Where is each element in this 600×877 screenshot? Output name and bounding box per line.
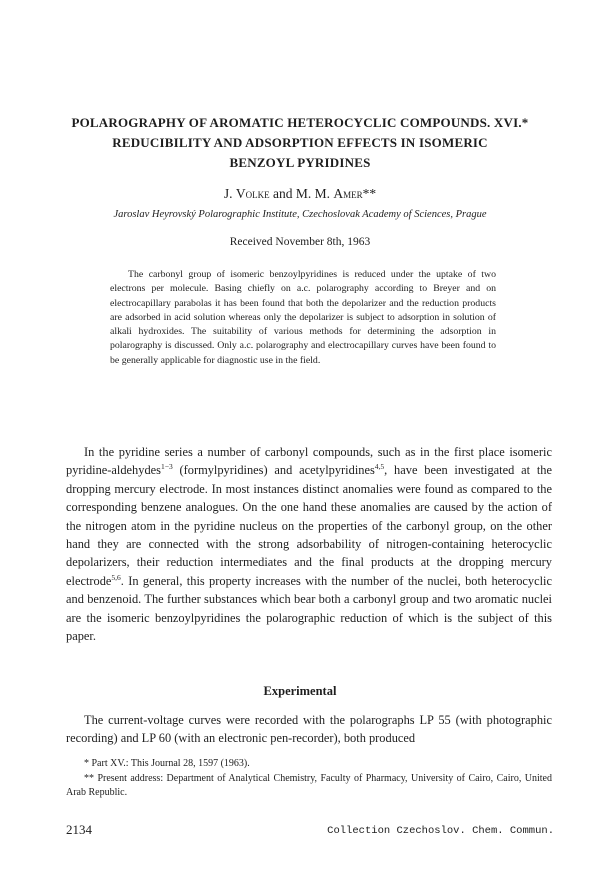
author-1-initial: J. [223, 186, 236, 201]
citation-ref-1: 1−3 [160, 462, 173, 472]
author-2-surname: Amer [333, 186, 363, 201]
authors [0, 185, 600, 203]
journal-name: Collection Czechoslov. Chem. Commun. [327, 825, 554, 837]
citation-ref-3: 5,6 [111, 572, 121, 582]
intro-paragraph [66, 443, 552, 645]
intro-text-1: In the pyridine series a number of carbonyl compounds, such as in the first place isomeric pyridine-aldehydes [66, 445, 552, 478]
abstract: The carbonyl group of isomeric benzoylpyridines is reduced under the uptake of two electrons per molecule. Basing chiefly on a.c. polarography according to Breyer and on electrocapillary parabolas it has been found that both the depolarizer and the reduction products are adsorbed in acid solution whereas only the depolarizer is subject to adsorption in solution of alkali hydroxides. The suitability of various methods for determining the adsorption in polarography is discussed. Only a.c. polarography and electrocapillary curves have been found to be generally applicable for diagnostic use in the field. [110, 269, 496, 366]
citation-ref-2: 4,5 [374, 462, 385, 472]
experimental-paragraph: The current-voltage curves were recorded with the polarographs LP 55 (with photographic recording) and LP 60 (with an electronic pen-recorder), both produced [66, 713, 552, 746]
page-number: 2134 [66, 822, 92, 837]
affiliation: Jaroslav Heyrovský Polarographic Institute, Czechoslovak Academy of Sciences, Prague [113, 209, 487, 220]
author-connector: and M. M. [269, 186, 334, 201]
section-heading-experimental: Experimental [263, 684, 337, 698]
author-2-footnote-mark: ** [362, 186, 377, 201]
footnote-1: * Part XV.: This Journal 28, 1597 (1963). [84, 758, 250, 769]
author-1-surname: Volke [235, 186, 270, 201]
title-line-3: BENZOYL PYRIDINES [229, 155, 371, 170]
intro-text-2: (formylpyridines) and acetylpyridines [172, 463, 375, 478]
received-date: Received November 8th, 1963 [229, 236, 371, 248]
title-line-1: POLAROGRAPHY OF AROMATIC HETEROCYCLIC COMPOUNDS. XVI.* [71, 115, 529, 130]
intro-text-4: . In general, this property increases with the number of the nuclei, both heterocyclic and benzenoid. The further substances which bear both a carbonyl group and two aromatic nuclei are the isomeric benzoylpyridines the polarographic reduction of which is the subject of this paper. [66, 573, 552, 644]
intro-text-3: , have been investigated at the dropping mercury electrode. In most instances distinct anomalies were found as compared to the corresponding benzene analogues. On the one hand these anomalies are caused by the action of the nitrogen atom in the pyridine nucleus on the properties of the carbonyl group, on the other hand they are connected with the strong adsorbability of nitrogen-containing heterocyclic depolarizers, their reduction intermediates and the final products at the dropping mercury electrode [66, 463, 552, 588]
article-title [30, 113, 570, 173]
footnote-2: ** Present address: Department of Analytical Chemistry, Faculty of Pharmacy, University of Cairo, Cairo, United Arab Republic. [66, 772, 552, 798]
footnotes [66, 757, 552, 801]
title-line-2: REDUCIBILITY AND ADSORPTION EFFECTS IN ISOMERIC [112, 135, 488, 150]
